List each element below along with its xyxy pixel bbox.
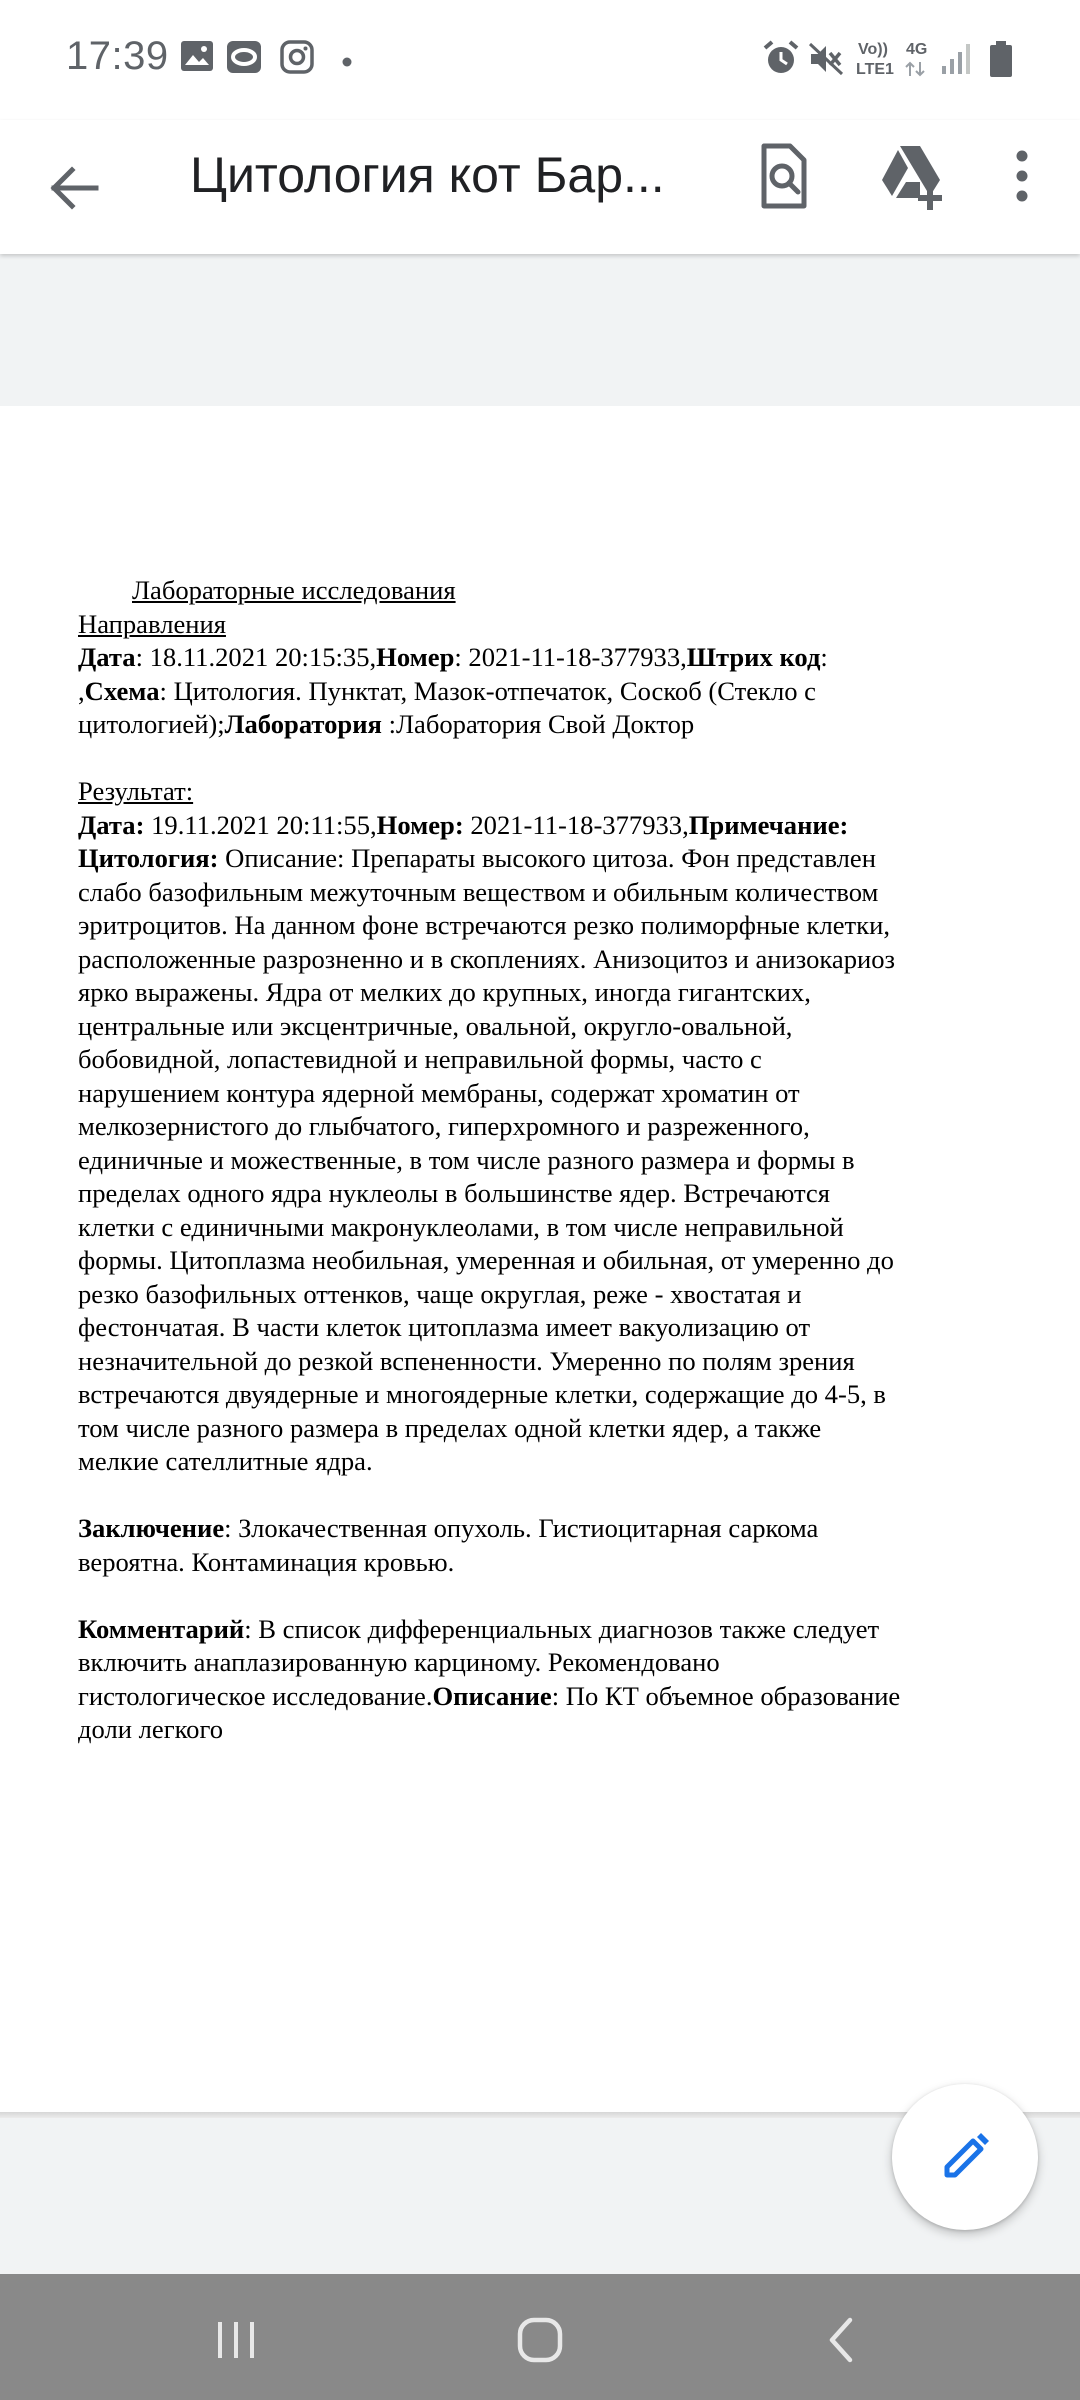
result-line-1 — [78, 809, 1038, 843]
back-arrow-icon — [38, 203, 110, 220]
home-button[interactable] — [500, 2302, 580, 2372]
battery-icon — [988, 40, 1014, 83]
cytology-line: эритроцитов. На данном фоне встречаются резко полиморфные клетки, — [78, 910, 890, 940]
add-to-drive-button[interactable] — [872, 136, 952, 216]
cytology-line: Цитология: Описание: Препараты высокого цитоза. Фон представлен — [78, 843, 876, 873]
direction-line-3: цитологией);Лаборатория :Лаборатория Свой Доктор — [78, 709, 695, 739]
volte-label: Vo)) — [858, 41, 888, 58]
cytology-line: фестончатая. В части клеток цитоплазма имеет вакуолизацию от — [78, 1312, 811, 1342]
lte-label: LTE1 — [856, 61, 894, 78]
section-result-label: Результат: — [78, 776, 194, 806]
mute-icon — [808, 42, 844, 81]
note-label: Примечание: — [688, 809, 849, 840]
cytology-line: незначительной до резкой вспененности. Умеренно по полям зрения — [78, 1345, 855, 1376]
comment-line: Комментарий: В список дифференциальных диагнозов также следует — [78, 1613, 880, 1644]
cytology-line: резко базофильных оттенков, чаще округлая, реже - хвостатая и — [78, 1278, 802, 1309]
barcode-value: : — [820, 642, 828, 672]
cytology-line: пределах одного ядра нуклеолы в большинстве ядер. Встречаются — [78, 1178, 830, 1208]
data-arrows-icon — [904, 60, 926, 83]
drive-add-icon — [872, 203, 952, 220]
result-date-label: Дата: — [78, 809, 145, 840]
document-search-icon — [744, 203, 824, 220]
gallery-icon — [180, 40, 214, 77]
status-bar — [0, 0, 1080, 120]
result-date-value: 19.11.2021 20:11:55, — [144, 809, 377, 840]
number-label: Номер — [376, 642, 455, 672]
description-label: Описание — [432, 1680, 552, 1711]
dot-icon — [342, 54, 352, 72]
direction-line-2: ,Схема: Цитология. Пунктат, Мазок-отпечаток, Соскоб (Стекло с — [78, 675, 816, 706]
cytology-line: мелкозернистого до глыбчатого, гиперхромного и разреженного, — [78, 1111, 810, 1141]
status-time: 17:39 — [66, 34, 169, 78]
more-vert-icon — [982, 203, 1062, 220]
cytology-line: центральные или эксцентричные, овальной, округло-овальной, — [78, 1010, 793, 1041]
lab-value: :Лаборатория Свой Доктор — [381, 709, 695, 739]
cytology-line: единичные и можественные, в том числе разного размера и формы в — [78, 1144, 855, 1175]
instagram-icon — [280, 40, 314, 79]
comment-label: Комментарий — [78, 1613, 245, 1644]
lab-label: Лаборатория — [224, 709, 382, 739]
back-button[interactable] — [38, 144, 110, 216]
home-icon — [500, 2359, 580, 2376]
barcode-label: Штрих код — [686, 642, 821, 672]
document-title: Цитология кот Бар... — [190, 147, 665, 203]
message-icon — [226, 40, 262, 79]
find-in-document-button[interactable] — [744, 136, 824, 216]
document-page[interactable] — [0, 406, 1080, 2112]
result-number-label: Номер: — [376, 809, 464, 840]
comment-line: доли легкого — [78, 1714, 224, 1744]
scheme-label: Схема — [84, 675, 160, 706]
cytology-line: встречаются двуядерные и многоядерные клетки, содержащие до 4-5, в — [78, 1379, 886, 1409]
recent-apps-icon — [196, 2359, 276, 2376]
conclusion-label: Заключение — [78, 1513, 225, 1543]
more-options-button[interactable] — [982, 136, 1062, 216]
signal-icon — [940, 42, 970, 81]
conclusion-line: Заключение: Злокачественная опухоль. Гистиоцитарная саркома — [78, 1513, 819, 1543]
section-directions-label: Направления — [78, 608, 226, 639]
comment-line: гистологическое исследование.Описание: По КТ объемное образование — [78, 1680, 901, 1711]
recent-apps-button[interactable] — [196, 2302, 276, 2372]
app-bar — [0, 120, 1080, 254]
cytology-line: клетки с единичными макронуклеолами, в том числе неправильной — [78, 1211, 844, 1242]
cytology-line: ярко выражены. Ядра от мелких до крупных, иногда гигантских, — [78, 977, 811, 1007]
system-nav-bar — [0, 2274, 1080, 2400]
cytology-line: нарушением контура ядерной мембраны, содержат хроматин от — [78, 1077, 800, 1108]
scheme-value: : Цитология. Пунктат, Мазок-отпечаток, Соскоб (Стекло с — [159, 675, 816, 706]
number-value: : 2021-11-18-377933, — [454, 642, 687, 672]
nav-back-button[interactable] — [802, 2302, 882, 2372]
cytology-line: том числе разного размера в пределах одной клетки ядер, а также — [78, 1412, 822, 1443]
cytology-line: расположенные разрозненно и в скоплениях. Анизоцитоз и анизокариоз — [78, 943, 896, 974]
date-label: Дата — [78, 642, 136, 672]
conclusion-line: вероятна. Контаминация кровью. — [78, 1546, 455, 1577]
cytology-line: мелкие сателлитные ядра. — [78, 1446, 373, 1476]
cytology-line: формы. Цитоплазма необильная, умеренная и обильная, от умеренно до — [78, 1245, 894, 1275]
cytology-label: Цитология: — [78, 843, 219, 873]
document-background-top — [0, 254, 1080, 406]
cytology-line: бобовидной, лопастевидной и неправильной формы, часто с — [78, 1044, 762, 1074]
description-value: : По КТ объемное образование — [551, 1680, 901, 1711]
doc-heading: Лабораторные исследования — [132, 575, 456, 605]
document-content — [78, 574, 1038, 1747]
direction-line-1 — [78, 641, 1038, 675]
back-icon — [802, 2359, 882, 2376]
comment-line: включить анаплазированную карциному. Рекомендовано — [78, 1647, 720, 1677]
result-number-value: 2021-11-18-377933, — [463, 809, 689, 840]
edit-fab-button[interactable] — [892, 2084, 1038, 2230]
date-value: : 18.11.2021 20:15:35, — [135, 642, 377, 672]
cytology-line: слабо базофильным межуточным веществом и обильным количеством — [78, 876, 879, 907]
network-label: 4G — [906, 41, 928, 58]
alarm-icon — [762, 40, 800, 81]
